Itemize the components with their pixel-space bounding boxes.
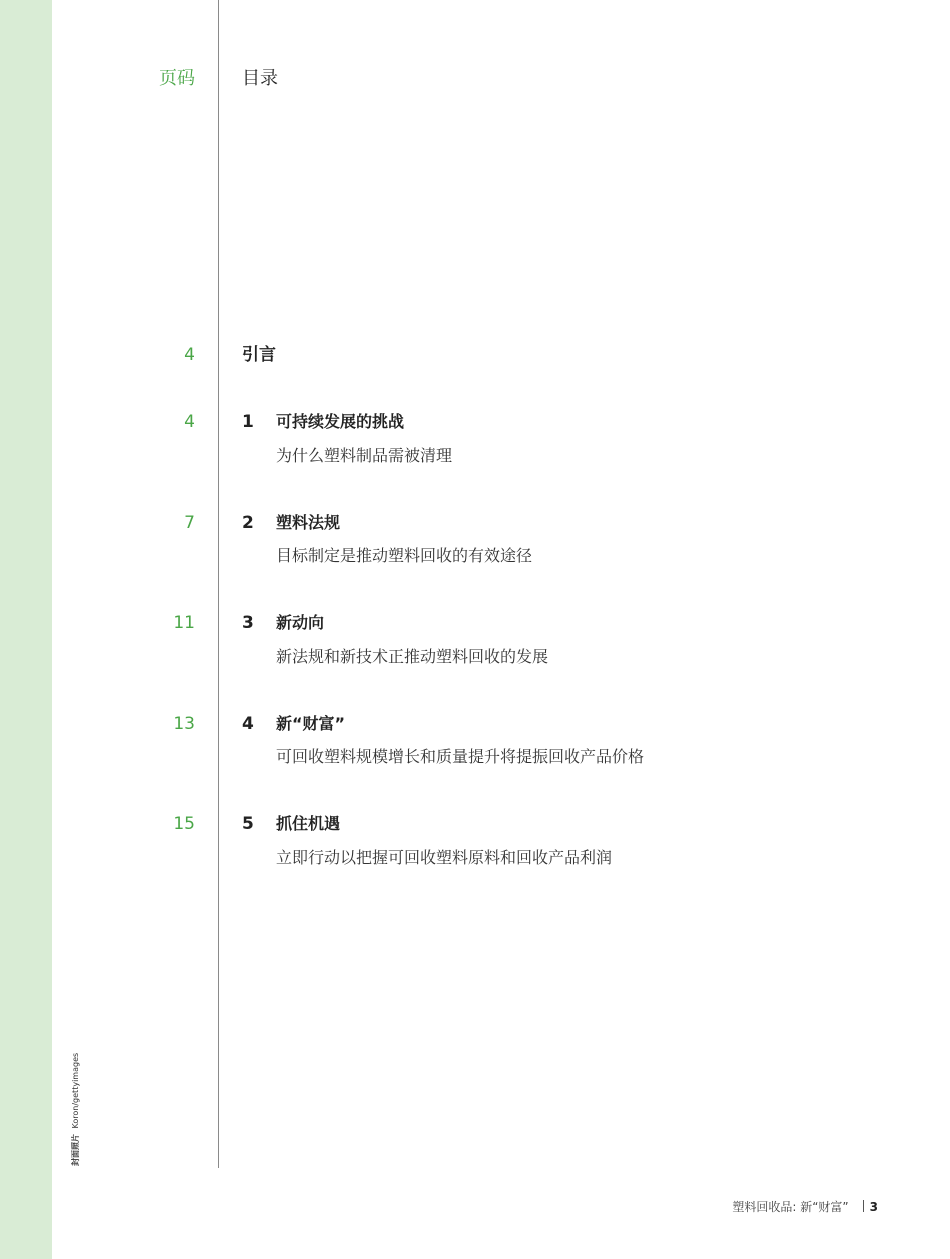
toc-entry-subtitle: 目标制定是推动塑料回收的有效途径: [276, 546, 533, 565]
left-color-band: [0, 0, 52, 1259]
toc-entry-number: 2: [242, 513, 254, 533]
footer-separator: [863, 1200, 864, 1212]
toc-entry-title[interactable]: 可持续发展的挑战: [276, 412, 405, 431]
toc-entry-page: 7: [184, 513, 195, 533]
toc-entry-title[interactable]: 新“财富”: [276, 714, 346, 733]
toc-entry-page: 4: [184, 412, 195, 432]
toc-entry-page: 11: [173, 613, 195, 633]
toc-entry-subtitle: 立即行动以把握可回收塑料原料和回收产品利润: [276, 848, 613, 867]
page-column-header: 页码: [159, 68, 195, 89]
toc-entry-title[interactable]: 抓住机遇: [276, 814, 341, 833]
photo-credit: [71, 1053, 81, 1166]
toc-entry-number: 4: [242, 714, 254, 734]
toc-entry-subtitle: 可回收塑料规模增长和质量提升将提振回收产品价格: [276, 747, 645, 766]
footer-page-number: 3: [869, 1200, 878, 1214]
toc-entry-page: 13: [173, 714, 195, 734]
toc-entry-subtitle: 新法规和新技术正推动塑料回收的发展: [276, 647, 549, 666]
toc-entry-number: 3: [242, 613, 254, 633]
toc-heading: 目录: [242, 68, 278, 89]
vertical-divider: [218, 0, 219, 1168]
photo-credit-label: 封面照片: [71, 1134, 80, 1166]
toc-entry-title[interactable]: 引言: [242, 345, 276, 365]
toc-entry-title[interactable]: 塑料法规: [276, 513, 341, 532]
toc-entry-number: 1: [242, 412, 254, 432]
toc-entry-subtitle: 为什么塑料制品需被清理: [276, 446, 453, 465]
toc-entry-page: 15: [173, 814, 195, 834]
toc-entry-page: 4: [184, 345, 195, 365]
toc-entry-number: 5: [242, 814, 254, 834]
photo-credit-source: Koron/gettyimages: [71, 1052, 80, 1129]
toc-entry-title[interactable]: 新动向: [276, 613, 325, 632]
footer-title: 塑料回收品: 新“财富”: [732, 1200, 849, 1214]
page-footer: [732, 1198, 878, 1216]
